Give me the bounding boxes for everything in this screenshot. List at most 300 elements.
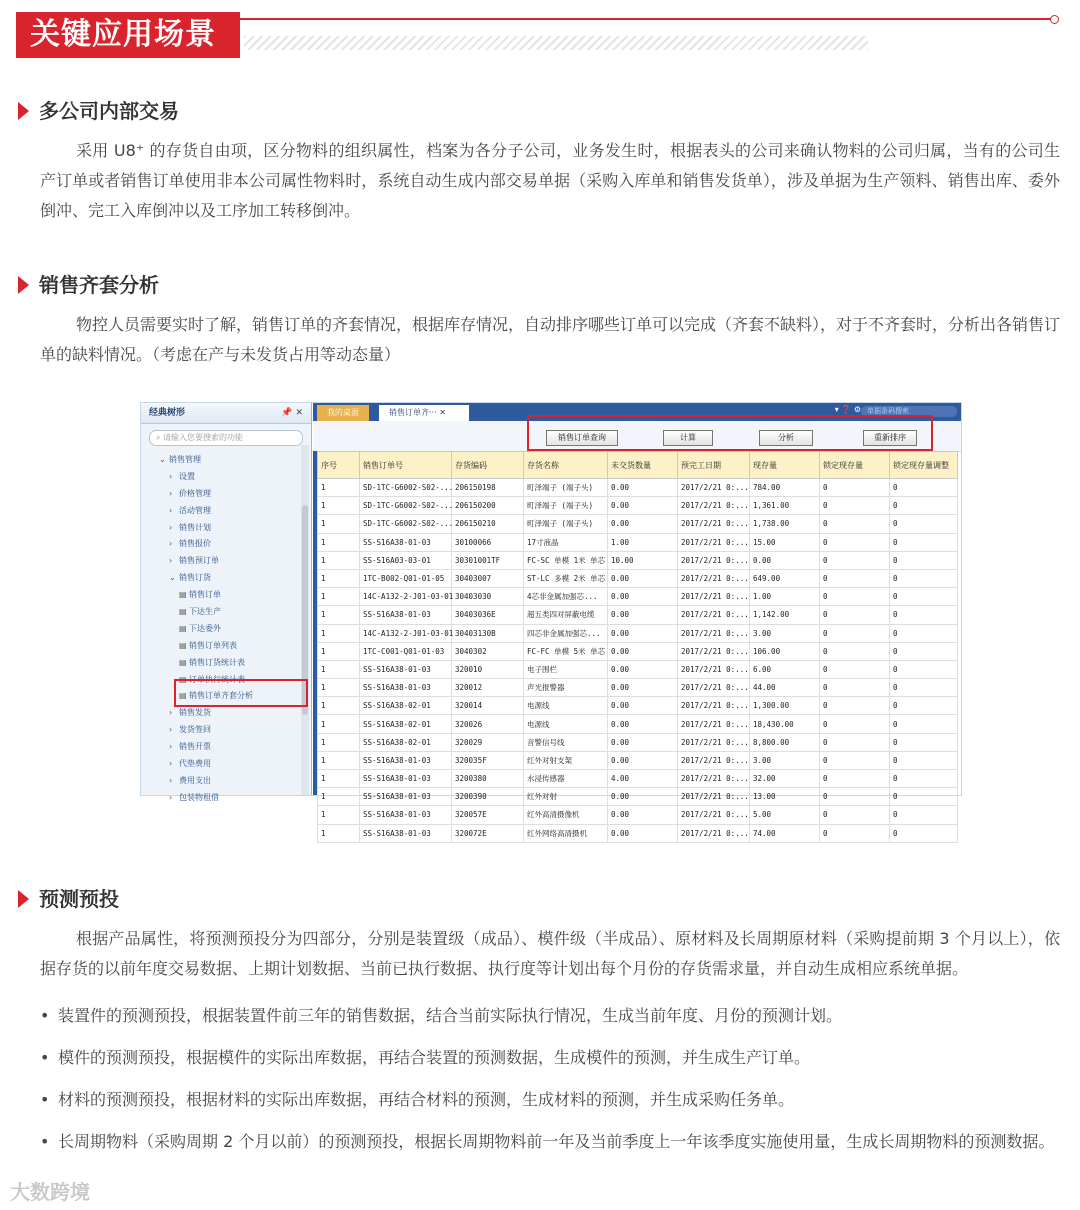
table-cell: 0 xyxy=(820,624,890,642)
table-cell: 0.00 xyxy=(608,806,678,824)
table-cell: 2017/2/21 0:... xyxy=(678,770,750,788)
column-header[interactable]: 序号 xyxy=(318,452,360,479)
table-cell: 1 xyxy=(318,624,360,642)
table-cell: 320012 xyxy=(452,679,524,697)
table-cell: 4.00 xyxy=(608,770,678,788)
table-cell: 30301001TF xyxy=(452,551,524,569)
chevron-icon: › xyxy=(169,471,173,481)
tree-item[interactable] xyxy=(141,520,311,537)
bullet-item: • 装置件的预测预投，根据装置件前三年的销售数据，结合当前实际执行情况，生成当前年度、月份的预测计划。 xyxy=(40,1002,1060,1030)
table-cell: 320010 xyxy=(452,660,524,678)
table-cell: 32.00 xyxy=(750,770,820,788)
banner-dot xyxy=(1050,15,1059,24)
tree-item[interactable] xyxy=(141,503,311,520)
table-cell: 30403130B xyxy=(452,624,524,642)
table-cell: 红外对射支架 xyxy=(524,751,608,769)
close-icon[interactable]: ✕ xyxy=(439,408,446,417)
chevron-icon: › xyxy=(169,539,173,549)
table-cell: 1TC-B002-Q01-01-05 xyxy=(360,569,452,587)
watermark: 大数跨境 xyxy=(10,1180,90,1204)
table-cell: 320014 xyxy=(452,697,524,715)
table-cell: 0.00 xyxy=(750,551,820,569)
chevron-icon: › xyxy=(169,505,173,515)
table-cell: 0 xyxy=(890,806,958,824)
table-cell: SS-S16A38-01-03 xyxy=(360,806,452,824)
column-header[interactable]: 锁定现存量 xyxy=(820,452,890,479)
table-cell: 1 xyxy=(318,642,360,660)
table-row[interactable] xyxy=(318,770,958,788)
table-cell: 0 xyxy=(820,788,890,806)
column-header[interactable]: 预完工日期 xyxy=(678,452,750,479)
table-row[interactable] xyxy=(318,479,958,497)
table-cell: 0 xyxy=(820,533,890,551)
chevron-icon: › xyxy=(169,792,173,802)
table-cell: 0 xyxy=(820,642,890,660)
chevron-icon: ⌄ xyxy=(169,573,176,583)
table-cell: 町泽端子 (端子头) xyxy=(524,479,608,497)
section-title-text: 预测预投 xyxy=(39,887,119,911)
calc-button[interactable]: 计算 xyxy=(663,430,713,446)
table-cell: 1 xyxy=(318,679,360,697)
table-cell: SS-S16A38-01-03 xyxy=(360,679,452,697)
table-cell: 超五类四对屏蔽电缆 xyxy=(524,606,608,624)
table-cell: 2017/2/21 0:... xyxy=(678,551,750,569)
table-cell: 0 xyxy=(890,751,958,769)
table-cell: 4芯非金属加强芯... xyxy=(524,588,608,606)
tree-item-label: 销售订单列表 xyxy=(189,640,237,650)
table-cell: 0 xyxy=(890,660,958,678)
table-cell: 1 xyxy=(318,497,360,515)
table-cell: 2017/2/21 0:... xyxy=(678,733,750,751)
table-row[interactable] xyxy=(318,588,958,606)
chevron-icon: › xyxy=(169,725,173,735)
table-cell: 1 xyxy=(318,733,360,751)
tree-search-placeholder: 请输入您要搜索的功能 xyxy=(163,433,244,442)
tree-item-label: 销售开票 xyxy=(179,742,211,752)
table-cell: 电子围栏 xyxy=(524,660,608,678)
table-cell: SS-S16A38-01-03 xyxy=(360,788,452,806)
tree-item-label: 销售计划 xyxy=(179,522,211,532)
tab-active[interactable] xyxy=(379,405,469,421)
table-cell: 0 xyxy=(890,551,958,569)
table-cell: SS-S16A38-02-01 xyxy=(360,733,452,751)
table-row[interactable] xyxy=(318,697,958,715)
section-paragraph-1: 采用 U8⁺ 的存货自由项，区分物料的组织属性，档案为各分子公司，业务发生时，根据表头的公司来确认物料的公司归属，当有的公司生产订单或者销售订单使用非本公司属性物料时，系统自动生成内部交易单据（采购入库单和销售发货单），涉及单据为生产领料、销售出库、委外倒冲、完工入库倒冲以及工序加工转移倒冲。 xyxy=(40,141,1060,220)
table-cell: 0 xyxy=(820,679,890,697)
table-cell: 2017/2/21 0:... xyxy=(678,806,750,824)
table-cell: SS-S16A38-01-03 xyxy=(360,660,452,678)
table-cell: 1.00 xyxy=(608,533,678,551)
tree-item-label: 销售订货 xyxy=(179,573,211,583)
table-cell: 0 xyxy=(890,569,958,587)
document-icon: ▤ xyxy=(179,674,187,684)
table-cell: SS-S16A38-02-01 xyxy=(360,697,452,715)
table-cell: 1 xyxy=(318,788,360,806)
table-cell: 音警信号线 xyxy=(524,733,608,751)
table-cell: 106.00 xyxy=(750,642,820,660)
sales-order-query-button[interactable]: 销售订单查询 xyxy=(546,430,618,446)
table-cell: 320026 xyxy=(452,715,524,733)
table-cell: SD-1TC-G6002-S02-... xyxy=(360,497,452,515)
table-cell: 2017/2/21 0:... xyxy=(678,569,750,587)
table-cell: 5.00 xyxy=(750,806,820,824)
table-cell: 0 xyxy=(890,515,958,533)
tree-item[interactable] xyxy=(141,790,311,807)
tree-scrollbar[interactable] xyxy=(301,445,309,795)
table-cell: 0 xyxy=(820,551,890,569)
top-search-input[interactable]: 单据条码搜索 xyxy=(861,406,957,417)
table-cell: 0 xyxy=(820,515,890,533)
tree-item[interactable] xyxy=(141,604,311,621)
table-cell: 3200390 xyxy=(452,788,524,806)
table-row[interactable] xyxy=(318,788,958,806)
table-cell: 206150210 xyxy=(452,515,524,533)
table-cell: 30403036E xyxy=(452,606,524,624)
table-cell: 0 xyxy=(820,479,890,497)
table-cell: 17寸液晶 xyxy=(524,533,608,551)
section-title-text: 多公司内部交易 xyxy=(39,99,179,123)
table-cell: 2017/2/21 0:... xyxy=(678,715,750,733)
table-cell: 206150198 xyxy=(452,479,524,497)
table-cell: 0.00 xyxy=(608,751,678,769)
chevron-icon: › xyxy=(169,775,173,785)
table-cell: 74.00 xyxy=(750,824,820,842)
table-cell: 44.00 xyxy=(750,679,820,697)
table-cell: 1 xyxy=(318,533,360,551)
table-cell: 0.00 xyxy=(608,679,678,697)
tab-desk[interactable]: 我的桌面 xyxy=(317,405,369,421)
table-cell: 3040302 xyxy=(452,642,524,660)
table-cell: 1 xyxy=(318,606,360,624)
chevron-icon: › xyxy=(169,742,173,752)
section-arrow-icon xyxy=(18,890,29,908)
section-title-1 xyxy=(18,96,179,126)
table-cell: 0 xyxy=(890,588,958,606)
column-header[interactable]: 现存量 xyxy=(750,452,820,479)
tree-item[interactable] xyxy=(141,773,311,790)
table-cell: 声光报警器 xyxy=(524,679,608,697)
tree-item[interactable] xyxy=(141,536,311,553)
table-cell: 13.00 xyxy=(750,788,820,806)
table-cell: 3.00 xyxy=(750,751,820,769)
table-cell: 320035F xyxy=(452,751,524,769)
table-cell: 3200380 xyxy=(452,770,524,788)
table-cell: 0.00 xyxy=(608,588,678,606)
table-cell: 2017/2/21 0:... xyxy=(678,751,750,769)
tree-item[interactable] xyxy=(141,621,311,638)
table-cell: 四芯非金属加强芯... xyxy=(524,624,608,642)
bullet-item: • 材料的预测预投，根据材料的实际出库数据，再结合材料的预测，生成材料的预测，并生成采购任务单。 xyxy=(40,1086,1060,1114)
table-cell: 町泽端子 (端子头) xyxy=(524,497,608,515)
table-cell: 0.00 xyxy=(608,606,678,624)
table-cell: 水浸传感器 xyxy=(524,770,608,788)
table-cell: 0 xyxy=(820,733,890,751)
table-row[interactable] xyxy=(318,715,958,733)
document-icon: ▤ xyxy=(179,691,187,701)
table-cell: 0 xyxy=(820,497,890,515)
banner-stripe xyxy=(244,36,868,50)
tree-item[interactable] xyxy=(141,452,311,469)
column-header[interactable]: 未交货数量 xyxy=(608,452,678,479)
table-cell: 1 xyxy=(318,588,360,606)
table-cell: 0 xyxy=(890,497,958,515)
table-cell: 1 xyxy=(318,715,360,733)
tree-item[interactable] xyxy=(141,587,311,604)
table-cell: 8,800.00 xyxy=(750,733,820,751)
tree-panel xyxy=(141,403,312,802)
table-row[interactable] xyxy=(318,679,958,697)
table-cell: 3.00 xyxy=(750,624,820,642)
column-header[interactable]: 存货名称 xyxy=(524,452,608,479)
bullet-item: • 模件的预测预投，根据模件的实际出库数据，再结合装置的预测数据，生成模件的预测，并生成生产订单。 xyxy=(40,1044,1060,1072)
table-cell: 2017/2/21 0:... xyxy=(678,533,750,551)
tree-item[interactable] xyxy=(141,638,311,655)
table-row[interactable] xyxy=(318,751,958,769)
table-row[interactable] xyxy=(318,624,958,642)
tree-header xyxy=(141,403,311,424)
table-cell: 30403007 xyxy=(452,569,524,587)
table-cell: 206150200 xyxy=(452,497,524,515)
document-icon: ▤ xyxy=(179,640,187,650)
table-cell: 电源线 xyxy=(524,697,608,715)
chevron-icon: › xyxy=(169,488,173,498)
table-cell: 1TC-C001-Q01-01-03 xyxy=(360,642,452,660)
table-cell: SS-S16A38-02-01 xyxy=(360,715,452,733)
tree-item[interactable] xyxy=(141,469,311,486)
table-cell: 0 xyxy=(890,788,958,806)
tree-item-label: 发货签回 xyxy=(179,725,211,735)
table-cell: 6.00 xyxy=(750,660,820,678)
table-cell: 1 xyxy=(318,479,360,497)
table-cell: 1 xyxy=(318,770,360,788)
table-cell: 2017/2/21 0:... xyxy=(678,788,750,806)
bullet-item: • 长周期物料（采购周期 2 个月以前）的预测预投，根据长周期物料前一年及当前季度上一年该季度实施使用量，生成长周期物料的预测数据。 xyxy=(40,1128,1060,1156)
table-cell: 30403030 xyxy=(452,588,524,606)
column-header[interactable]: 销售订单号 xyxy=(360,452,452,479)
table-cell: 0 xyxy=(820,806,890,824)
document-icon: ▤ xyxy=(179,607,187,617)
table-cell: 10.00 xyxy=(608,551,678,569)
banner-title: 关键应用场景 xyxy=(16,12,240,58)
table-cell: 2017/2/21 0:... xyxy=(678,679,750,697)
tree-item[interactable] xyxy=(141,739,311,756)
section-title-2 xyxy=(18,270,159,300)
table-cell: 0 xyxy=(890,679,958,697)
table-cell: 0.00 xyxy=(608,715,678,733)
table-cell: 0 xyxy=(890,533,958,551)
table-cell: 0.00 xyxy=(608,697,678,715)
table-cell: 784.00 xyxy=(750,479,820,497)
tree-item-label: 销售订单 xyxy=(189,590,221,600)
tree-item[interactable] xyxy=(141,705,311,722)
tree-title: 经典树形 xyxy=(149,408,186,418)
section-arrow-icon xyxy=(18,102,29,120)
main-panel xyxy=(313,403,961,838)
table-cell: 町泽端子 (端子头) xyxy=(524,515,608,533)
table-cell: 30100066 xyxy=(452,533,524,551)
table-cell: 14C-A132-2-J01-03-01 xyxy=(360,588,452,606)
table-cell: 0 xyxy=(820,588,890,606)
top-icons[interactable]: ▾ ❓ ⚙ xyxy=(834,405,861,414)
tree-item-label: 设置 xyxy=(179,471,195,481)
table-cell: SS-S16A38-01-03 xyxy=(360,533,452,551)
tree-item-label: 代垫费用 xyxy=(179,759,211,769)
table-cell: 1 xyxy=(318,697,360,715)
tree-search-input[interactable]: ⌕ 请输入您要搜索的功能 xyxy=(149,430,303,446)
table-row[interactable] xyxy=(318,660,958,678)
table-cell: 2017/2/21 0:... xyxy=(678,624,750,642)
embedded-screenshot xyxy=(140,402,962,838)
tree-item[interactable] xyxy=(141,486,311,503)
section-title-text: 销售齐套分析 xyxy=(39,273,159,297)
chevron-icon: › xyxy=(169,759,173,769)
table-cell: 2017/2/21 0:... xyxy=(678,479,750,497)
table-row[interactable] xyxy=(318,824,958,842)
table-cell: 0 xyxy=(820,751,890,769)
table-cell: 0 xyxy=(890,606,958,624)
tree-item-label: 销售报价 xyxy=(179,539,211,549)
table-cell: 0 xyxy=(890,733,958,751)
table-cell: 电源线 xyxy=(524,715,608,733)
tree-item[interactable] xyxy=(141,553,311,570)
chevron-icon: › xyxy=(169,556,173,566)
table-cell: 0 xyxy=(890,697,958,715)
table-cell: 0 xyxy=(820,824,890,842)
table-cell: 2017/2/21 0:... xyxy=(678,497,750,515)
tree-item-label: 下达生产 xyxy=(189,607,221,617)
table-cell: 320072E xyxy=(452,824,524,842)
table-cell: SS-S16A38-01-03 xyxy=(360,606,452,624)
highlight-box xyxy=(174,679,308,707)
table-cell: 红外对射 xyxy=(524,788,608,806)
table-row[interactable] xyxy=(318,533,958,551)
column-header[interactable]: 存货编码 xyxy=(452,452,524,479)
resort-button[interactable]: 重新排序 xyxy=(863,430,917,446)
chevron-icon: › xyxy=(169,708,173,718)
tree-item-label: 价格管理 xyxy=(179,488,211,498)
section-paragraph-2: 物控人员需要实时了解，销售订单的齐套情况，根据库存情况，自动排序哪些订单可以完成（齐套不缺料），对于不齐套时，分析出各销售订单的缺料情况。（考虑在产与未发货占用等动态量） xyxy=(40,315,1061,364)
table-row[interactable] xyxy=(318,733,958,751)
table-cell: 1,738.00 xyxy=(750,515,820,533)
table-cell: 320029 xyxy=(452,733,524,751)
chevron-icon: › xyxy=(169,522,173,532)
table-cell: 1 xyxy=(318,806,360,824)
tree-item-label: 订单执行统计表 xyxy=(189,674,245,684)
table-cell: FC-FC 单模 5米 单芯 xyxy=(524,642,608,660)
table-cell: 0 xyxy=(890,770,958,788)
table-cell: 0 xyxy=(890,479,958,497)
tree-item-label: 销售管理 xyxy=(169,455,201,464)
table-cell: 1,361.00 xyxy=(750,497,820,515)
table-cell: 2017/2/21 0:... xyxy=(678,606,750,624)
tree-item-label: 活动管理 xyxy=(179,505,211,515)
tree-item[interactable] xyxy=(141,655,311,672)
table-cell: 0.00 xyxy=(608,733,678,751)
tree-item-label: 销售预订单 xyxy=(179,556,219,566)
table-cell: 红外网络高清摄机 xyxy=(524,824,608,842)
table-cell: 0 xyxy=(890,715,958,733)
table-cell: ST-LC 多模 2米 单芯 xyxy=(524,569,608,587)
table-cell: 2017/2/21 0:... xyxy=(678,824,750,842)
table-cell: 2017/2/21 0:... xyxy=(678,660,750,678)
table-cell: 0.00 xyxy=(608,788,678,806)
chevron-icon: ⌄ xyxy=(159,455,166,464)
table-cell: 2017/2/21 0:... xyxy=(678,588,750,606)
tree-item[interactable] xyxy=(141,756,311,773)
table-cell: 2017/2/21 0:... xyxy=(678,515,750,533)
analyze-button[interactable]: 分析 xyxy=(759,430,813,446)
table-cell: 15.00 xyxy=(750,533,820,551)
table-cell: 0.00 xyxy=(608,515,678,533)
table-cell: 1 xyxy=(318,824,360,842)
table-cell: 1 xyxy=(318,515,360,533)
table-cell: 1.00 xyxy=(750,588,820,606)
document-icon: ▤ xyxy=(179,623,187,633)
table-row[interactable] xyxy=(318,569,958,587)
table-cell: 1 xyxy=(318,660,360,678)
tab-active-label: 销售订单齐··· xyxy=(389,408,437,417)
table-cell: 1,300.00 xyxy=(750,697,820,715)
tree-item-label: 销售订单齐套分析 xyxy=(189,691,253,701)
table-cell: 1 xyxy=(318,569,360,587)
table-cell: SD-1TC-G6002-S02-... xyxy=(360,515,452,533)
table-row[interactable] xyxy=(318,515,958,533)
table-cell: 0 xyxy=(820,606,890,624)
table-row[interactable] xyxy=(318,551,958,569)
table-cell: 0 xyxy=(820,569,890,587)
tree-item[interactable] xyxy=(141,722,311,739)
table-cell: 2017/2/21 0:... xyxy=(678,642,750,660)
tree-item[interactable] xyxy=(141,570,311,587)
table-row[interactable] xyxy=(318,606,958,624)
button-highlight-box xyxy=(527,415,933,451)
table-cell: FC-SC 单模 1米 单芯 xyxy=(524,551,608,569)
tree-list xyxy=(141,452,311,807)
table-cell: 0.00 xyxy=(608,497,678,515)
table-cell: 0.00 xyxy=(608,824,678,842)
table-cell: 2017/2/21 0:... xyxy=(678,697,750,715)
table-cell: SS-S16A38-01-03 xyxy=(360,751,452,769)
banner-line xyxy=(240,18,1052,20)
table-cell: 0 xyxy=(890,624,958,642)
document-icon: ▤ xyxy=(179,657,187,667)
table-row[interactable] xyxy=(318,497,958,515)
tree-item-label: 费用支出 xyxy=(179,775,211,785)
table-cell: 320057E xyxy=(452,806,524,824)
tree-item-label: 销售发货 xyxy=(179,708,211,718)
table-cell: SS-S16A38-01-03 xyxy=(360,770,452,788)
table-cell: SD-1TC-G6002-S02-... xyxy=(360,479,452,497)
table-cell: 0 xyxy=(820,715,890,733)
tree-item-label: 销售订货统计表 xyxy=(189,657,245,667)
table-cell: 18,430.00 xyxy=(750,715,820,733)
table-cell: SS-S16A03-03-01 xyxy=(360,551,452,569)
table-cell: SS-S16A38-01-03 xyxy=(360,824,452,842)
table-cell: 1,142.00 xyxy=(750,606,820,624)
document-icon: ▤ xyxy=(179,590,187,600)
table-row[interactable] xyxy=(318,642,958,660)
table-row[interactable] xyxy=(318,806,958,824)
section-arrow-icon xyxy=(18,276,29,294)
section-paragraph-3: 根据产品属性，将预测预投分为四部分，分别是装置级（成品）、模件级（半成品）、原材料及长周期原材料（采购提前期 3 个月以上），依据存货的以前年度交易数据、上期计划数据、当前已执行数据、执行度等计划出每个月份的存货需求量，并自动生成相应系统单据。 xyxy=(40,929,1060,978)
table-cell: 1 xyxy=(318,551,360,569)
table-cell: 0.00 xyxy=(608,660,678,678)
data-grid xyxy=(317,451,958,843)
tree-controls[interactable]: 📌 ✕ xyxy=(281,408,303,418)
table-cell: 0.00 xyxy=(608,642,678,660)
column-header[interactable]: 锁定现存量调整 xyxy=(890,452,958,479)
table-cell: 0 xyxy=(890,824,958,842)
